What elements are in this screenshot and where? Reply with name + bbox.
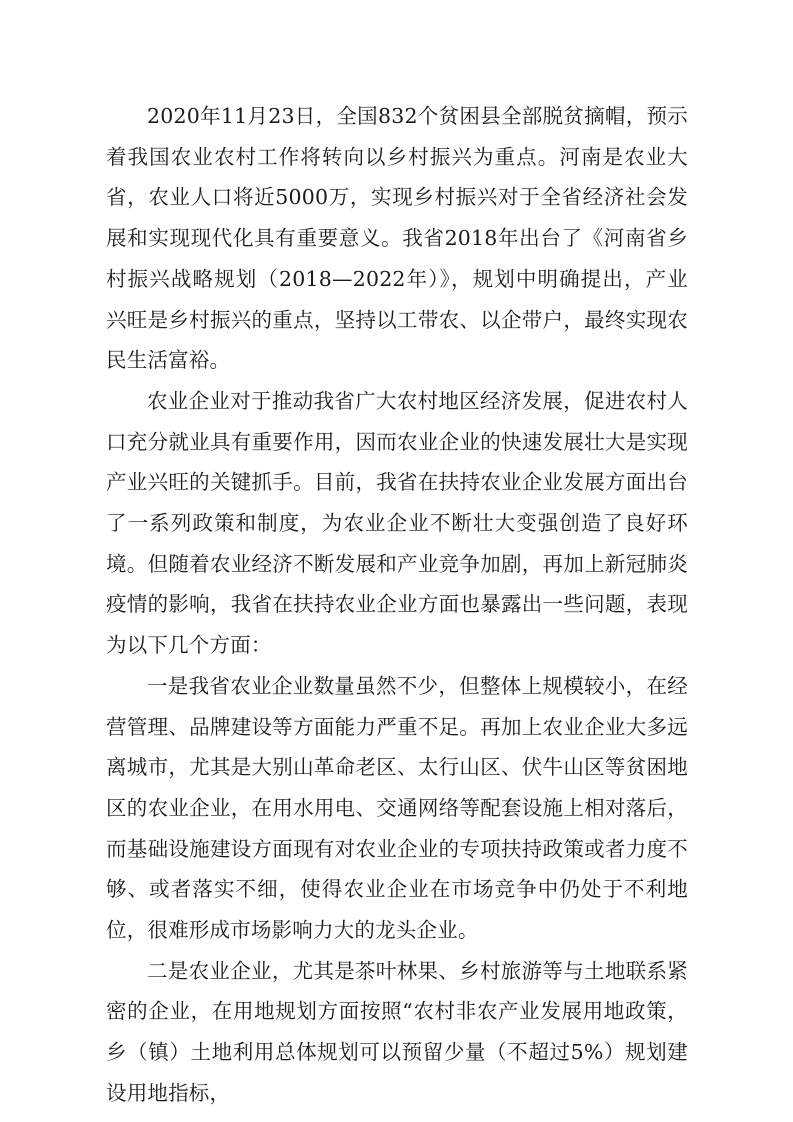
document-body [106,96,688,1114]
paragraph-issue-one: 一是我省农业企业数量虽然不少，但整体上规模较小，在经营管理、品牌建设等方面能力严重不足。再加上农业企业大多远离城市，尤其是大别山革命老区、太行山区、伏牛山区等贫困地区的农业企业，在用水用电、交通网络等配套设施上相对落后，而基础设施建设方面现有对农业企业的专项扶持政策或者力度不够、或者落实不细，使得农业企业在市场竞争中仍处于不利地位，很难形成市场影响力大的龙头企业。 [106,673,688,943]
paragraph-rural-revitalization: 2020年11月23日，全国832个贫困县全部脱贫摘帽，预示着我国农业农村工作将转向以乡村振兴为重点。河南是农业大省，农业人口将近5000万，实现乡村振兴对于全省经济社会发展和实现现代化具有重要意义。我省2018年出台了《河南省乡村振兴战略规划（2018—2022年）》，规划中明确提出，产业兴旺是乡村振兴的重点，坚持以工带农、以企带户，最终实现农民生活富裕。 [106,104,688,373]
paragraph-issue-two: 二是农业企业，尤其是茶叶林果、乡村旅游等与土地联系紧密的企业，在用地规划方面按照“农村非农产业发展用地政策，乡（镇）土地利用总体规划可以预留少量（不超过5%）规划建设用地指标， [106,958,688,1105]
paragraph-agricultural-enterprises: 农业企业对于推动我省广大农村地区经济发展，促进农村人口充分就业具有重要作用，因而农业企业的快速发展壮大是实现产业兴旺的关键抓手。目前，我省在扶持农业企业发展方面出台了一系列政策和制度，为农业企业不断壮大变强创造了良好环境。但随着农业经济不断发展和产业竞争加剧，再加上新冠肺炎疫情的影响，我省在扶持农业企业方面也暴露出一些问题，表现为以下几个方面： [106,388,688,658]
